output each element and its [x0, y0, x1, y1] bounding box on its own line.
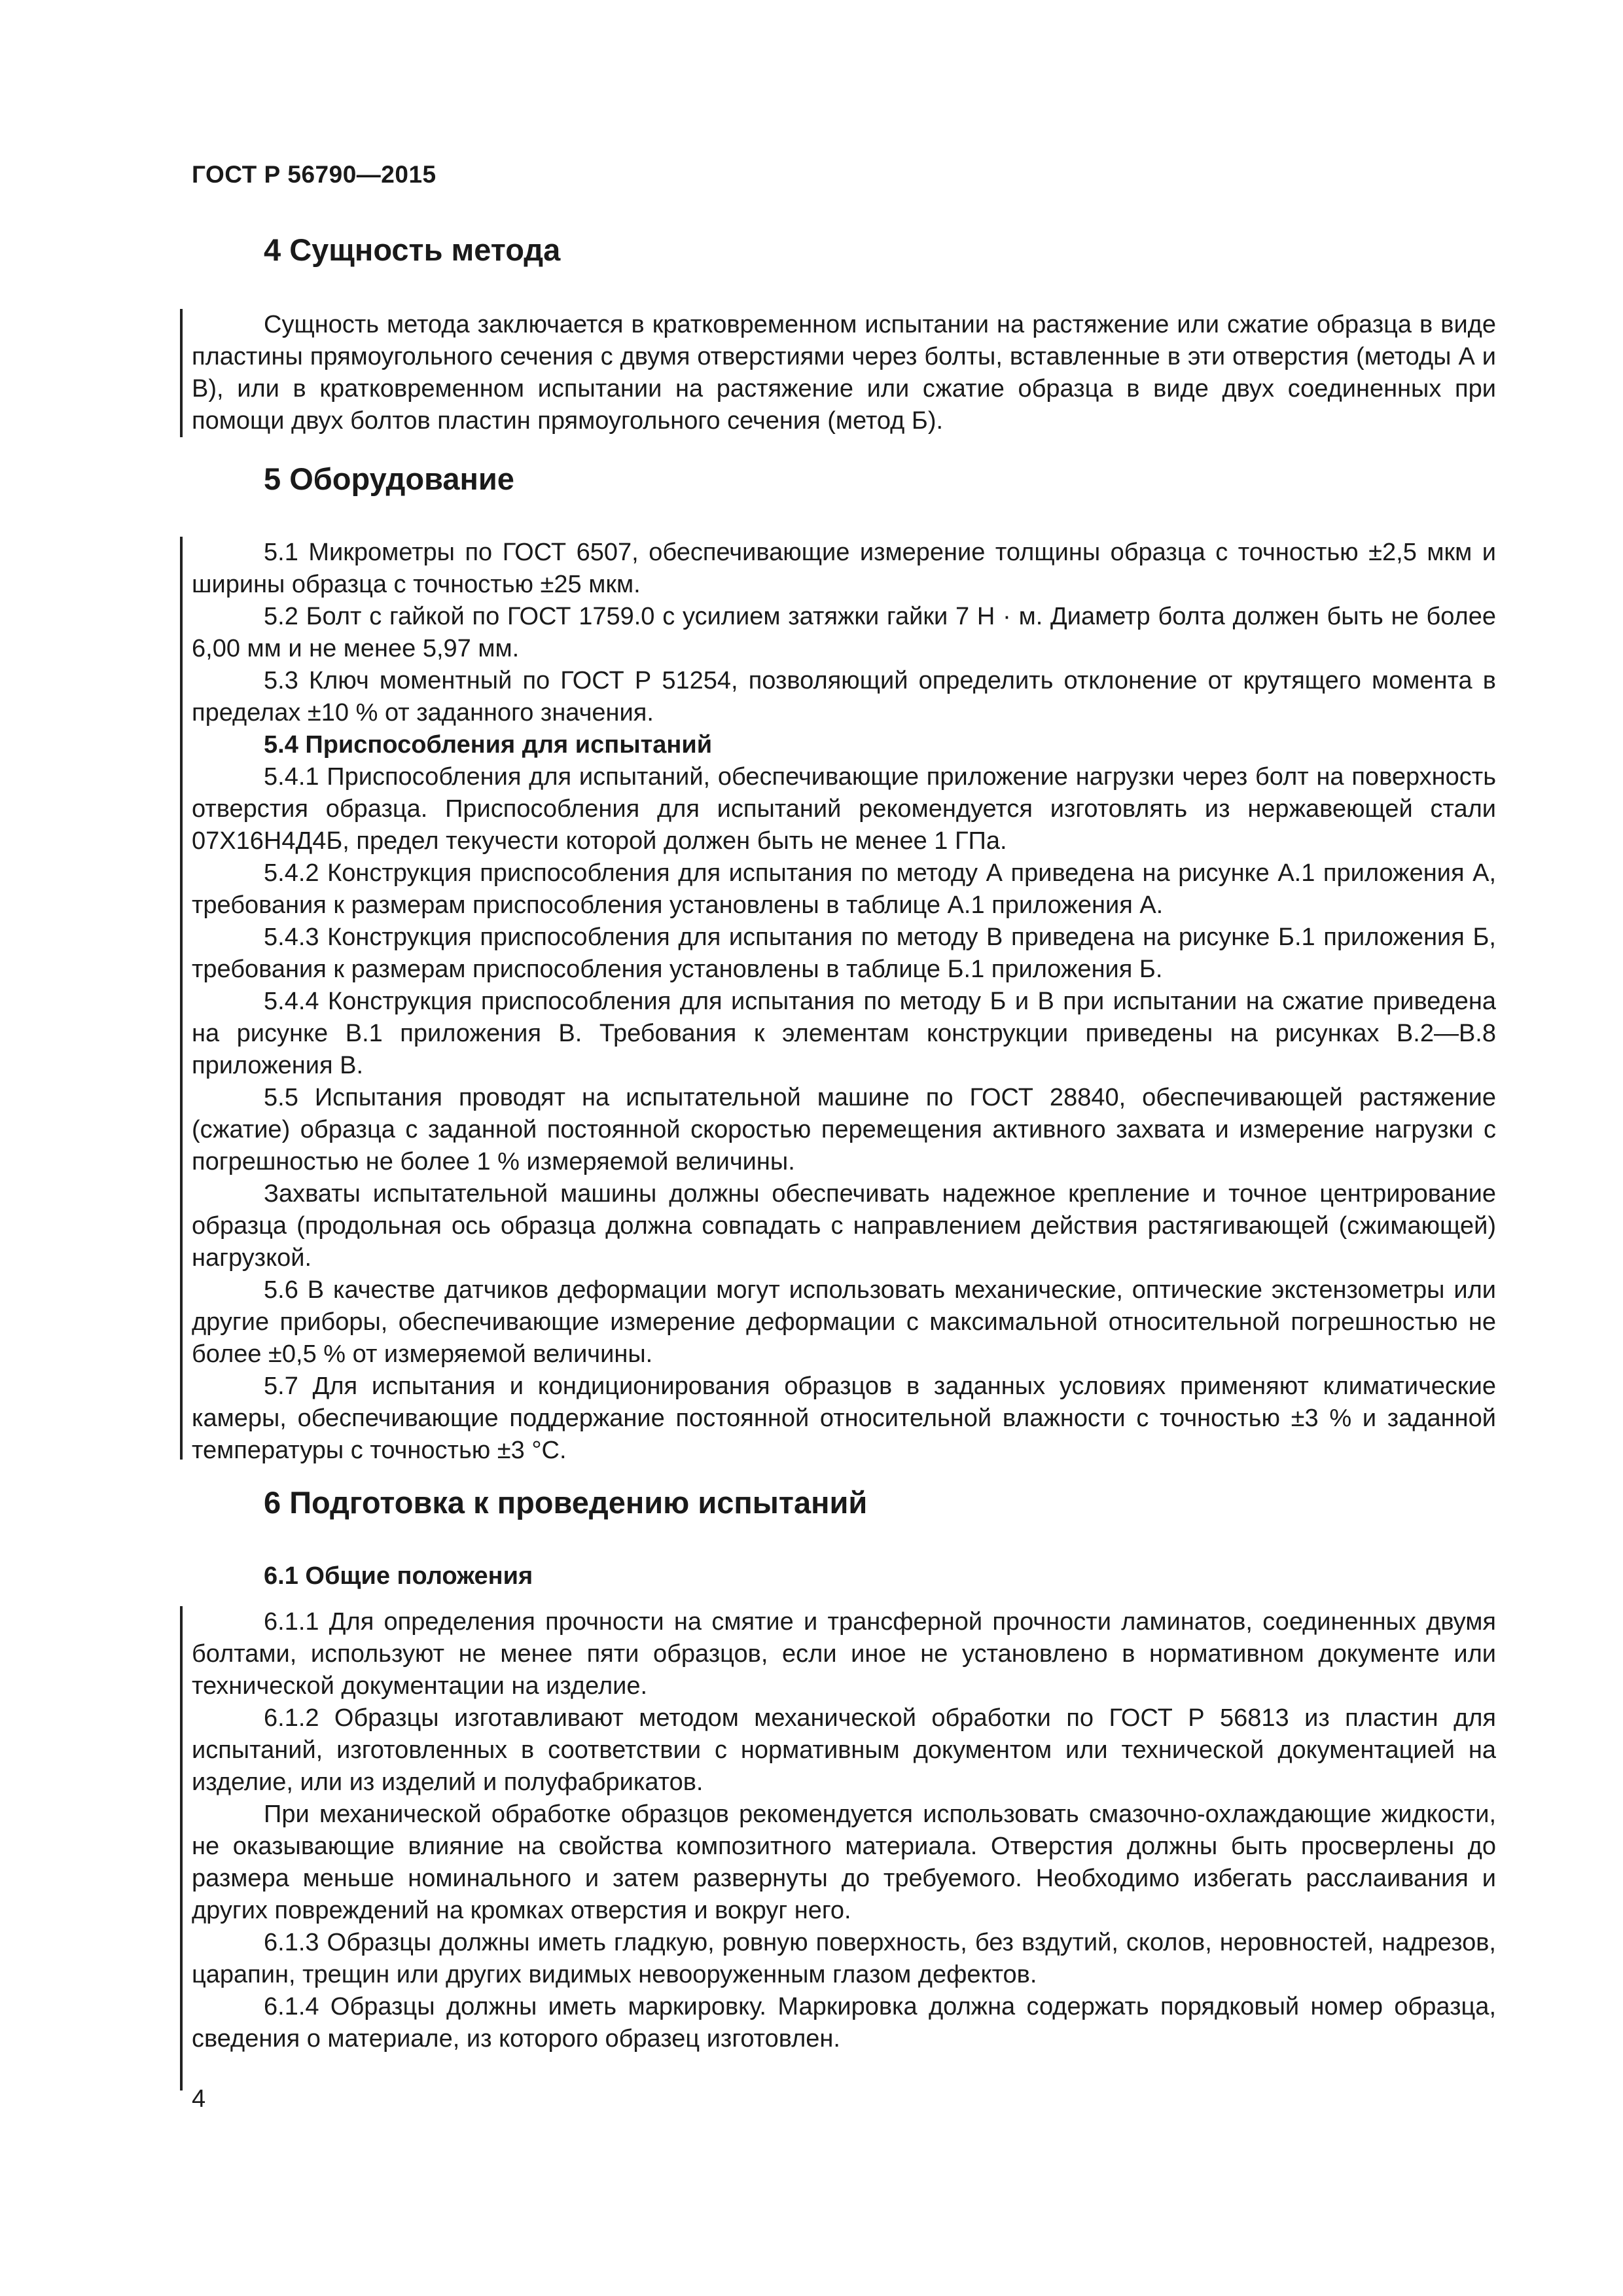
paragraph: 5.5 Испытания проводят на испытательной машине по ГОСТ 28840, обеспечивающей растяжение (сжатие) образца с заданной постоянной скоростью перемещения активного захвата и измерение нагрузки с погрешностью не более 1 % измеряемой величины. — [192, 1084, 1496, 1175]
paragraph: При механической обработке образцов рекомендуется использовать смазочно-охлаждающие жидкости, не оказывающие влияние на свойства композитного материала. Отверстия должны быть просверлены до размера меньше номинального и затем развернуты до требуемого. Необходимо избегать расслаивания и других повреждений на кромках отверстия и вокруг него. — [192, 1801, 1496, 1924]
section-6-body — [192, 1606, 1496, 2055]
change-bar — [180, 309, 183, 437]
section-4-body — [192, 309, 1496, 437]
section-5 — [192, 459, 1496, 1467]
section-6 — [192, 1483, 1496, 2055]
section-4 — [192, 230, 1496, 437]
paragraph: 5.4.2 Конструкция приспособления для испытания по методу А приведена на рисунке А.1 приложения А, требования к размерам приспособления установлены в таблице А.1 приложения А. — [192, 859, 1496, 919]
paragraph: 6.1.4 Образцы должны иметь маркировку. Маркировка должна содержать порядковый номер образца, сведения о материале, из которого образец изготовлен. — [192, 1993, 1496, 2053]
paragraph: Захваты испытательной машины должны обеспечивать надежное крепление и точное центрирование образца (продольная ось образца должна совпадать с направлением действия растягивающей (сжимающей) нагрузкой. — [192, 1180, 1496, 1272]
paragraph: 5.3 Ключ моментный по ГОСТ Р 51254, позволяющий определить отклонение от крутящего момента в пределах ±10 % от заданного значения. — [192, 667, 1496, 726]
paragraph: 5.4.1 Приспособления для испытаний, обеспечивающие приложение нагрузки через болт на поверхность отверстия образца. Приспособления для испытаний рекомендуется изготовлять из нержавеющей стали 07Х16Н4Д4Б, предел текучести которой должен быть не менее 1 ГПа. — [192, 763, 1496, 855]
page-number: 4 — [192, 2085, 206, 2113]
change-bar — [180, 537, 183, 1460]
subsection-heading: 5.4 Приспособления для испытаний — [264, 731, 713, 759]
section-4-title: 4 Сущность метода — [264, 232, 561, 267]
paragraph: 5.1 Микрометры по ГОСТ 6507, обеспечивающие измерение толщины образца с точностью ±2,5 мкм и ширины образца с точностью ±25 мкм. — [192, 539, 1496, 598]
section-5-body — [192, 537, 1496, 1467]
paragraph: 5.4.4 Конструкция приспособления для испытания по методу Б и В при испытании на сжатие приведена на рисунке В.1 приложения В. Требования к элементам конструкции приведены на рисунках В.2—В.8 приложения В. — [192, 988, 1496, 1079]
subsection-6-1-title: 6.1 Общие положения — [264, 1562, 533, 1590]
section-5-title: 5 Оборудование — [264, 461, 514, 496]
paragraph: 6.1.1 Для определения прочности на смятие и трансферной прочности ламинатов, соединенных двумя болтами, используют не менее пяти образцов, если иное не установлено в нормативном документе или технической документации на изделие. — [192, 1608, 1496, 1700]
paragraph: 6.1.2 Образцы изготавливают методом механической обработки по ГОСТ Р 56813 из пластин для испытаний, изготовленных в соответствии с нормативным документом или технической документацией на изделие, или из изделий и полуфабрикатов. — [192, 1704, 1496, 1796]
document-header: ГОСТ Р 56790—2015 — [192, 161, 437, 188]
section-6-title: 6 Подготовка к проведению испытаний — [264, 1485, 868, 1520]
paragraph: 5.6 В качестве датчиков деформации могут использовать механические, оптические экстензометры или другие приборы, обеспечивающие измерение деформации с максимальной относительной погрешностью не более ±0,5 % от измеряемой величины. — [192, 1276, 1496, 1368]
change-bar — [180, 1606, 183, 2090]
paragraph: Сущность метода заключается в кратковременном испытании на растяжение или сжатие образца в виде пластины прямоугольного сечения с двумя отверстиями через болты, вставленные в эти отверстия (методы А и В), или в кратковременном испытании на растяжение или сжатие образца в виде двух соединенных при помощи двух болтов пластин прямоугольного сечения (метод Б). — [192, 311, 1496, 435]
paragraph: 5.2 Болт с гайкой по ГОСТ 1759.0 с усилием затяжки гайки 7 Н · м. Диаметр болта должен быть не более 6,00 мм и не менее 5,97 мм. — [192, 603, 1496, 662]
paragraph: 5.4.3 Конструкция приспособления для испытания по методу В приведена на рисунке Б.1 приложения Б, требования к размерам приспособления установлены в таблице Б.1 приложения Б. — [192, 924, 1496, 983]
paragraph: 6.1.3 Образцы должны иметь гладкую, ровную поверхность, без вздутий, сколов, неровностей, надрезов, царапин, трещин или других видимых невооруженным глазом дефектов. — [192, 1929, 1496, 1988]
paragraph: 5.7 Для испытания и кондиционирования образцов в заданных условиях применяют климатические камеры, обеспечивающие поддержание постоянной относительной влажности с точностью ±3 % и заданной температуры с точностью ±3 °С. — [192, 1372, 1496, 1464]
